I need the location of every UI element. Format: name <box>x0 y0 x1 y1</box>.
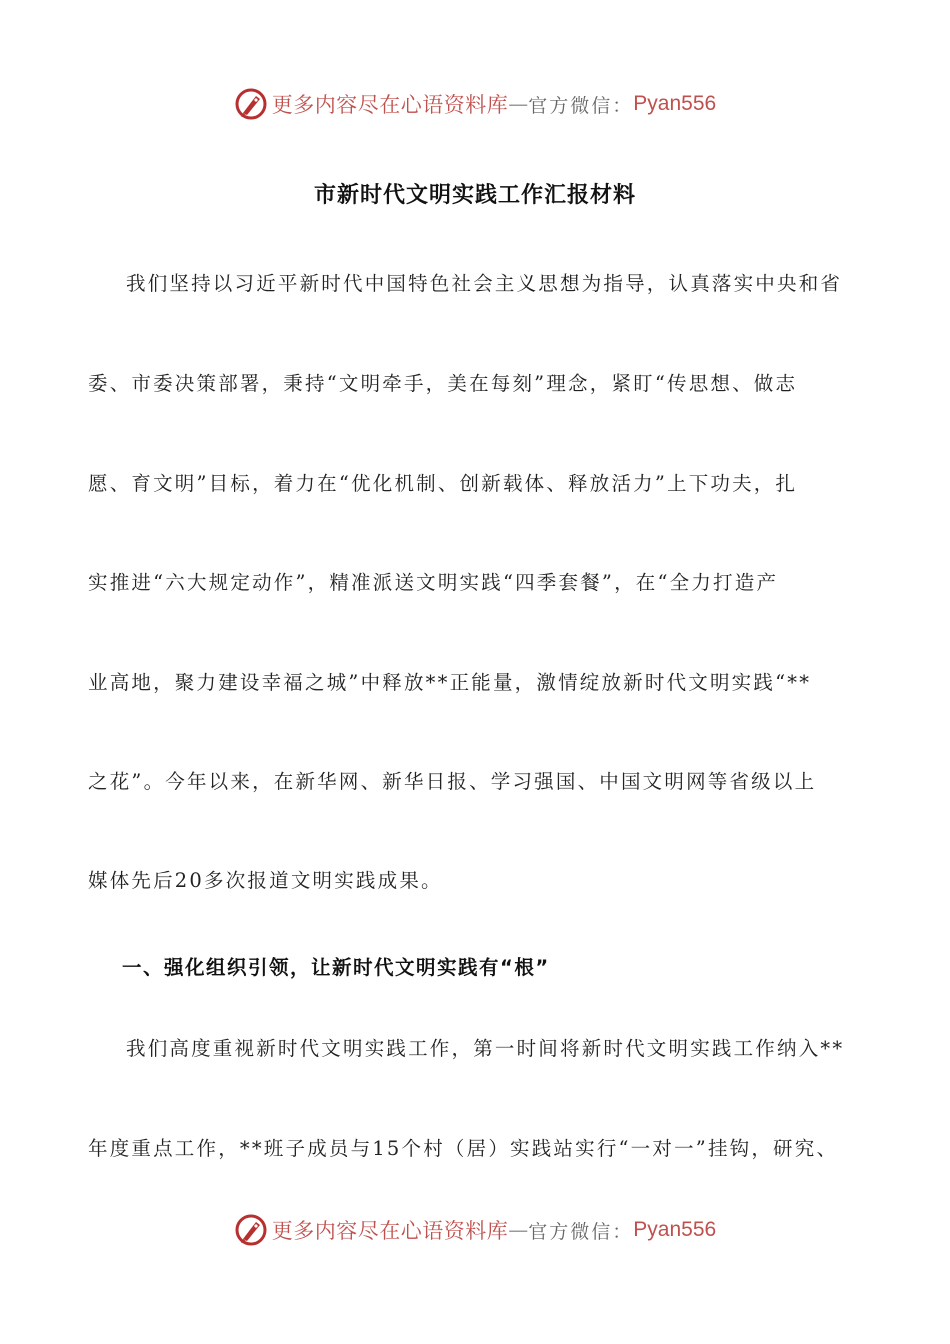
watermark-text: 更多内容尽在心语资料库 <box>271 93 509 117</box>
paragraph-line: 委、市委决策部署，秉持“文明牵手，美在每刻”理念，紧盯“传思想、做志 <box>88 372 798 395</box>
paragraph-line: 我们坚持以习近平新时代中国特色社会主义思想为指导，认真落实中央和省 <box>126 272 843 295</box>
watermark-separator: — <box>508 92 529 116</box>
watermark-wechat-label: 官方微信： <box>528 94 634 117</box>
watermark-wechat-label: 官方微信： <box>528 1220 634 1243</box>
paragraph-line: 年度重点工作，**班子成员与15个村（居）实践站实行“一对一”挂钩，研究、 <box>88 1137 839 1160</box>
watermark-wechat-id: Pyan556 <box>633 1218 717 1241</box>
paragraph-line: 之花”。今年以来，在新华网、新华日报、学习强国、中国文明网等省级以上 <box>88 770 817 793</box>
watermark-banner-bottom <box>0 1210 950 1250</box>
paragraph-line: 业高地，聚力建设幸福之城”中释放**正能量，激情绽放新时代文明实践“** <box>88 671 812 694</box>
paragraph-line: 我们高度重视新时代文明实践工作，第一时间将新时代文明实践工作纳入** <box>126 1037 845 1060</box>
pen-nib-logo-icon <box>234 87 268 121</box>
paragraph-line: 愿、育文明”目标，着力在“优化机制、创新载体、释放活力”上下功夫，扎 <box>88 472 798 495</box>
pen-nib-logo-icon <box>234 1213 268 1247</box>
paragraph-line: 实推进“六大规定动作”，精准派送文明实践“四季套餐”，在“全力打造产 <box>88 571 779 594</box>
watermark-separator: — <box>508 1218 529 1242</box>
section-heading: 一、强化组织引领，让新时代文明实践有“根” <box>122 956 550 979</box>
watermark-banner-top <box>0 84 950 124</box>
paragraph-line: 媒体先后20多次报道文明实践成果。 <box>88 869 443 892</box>
watermark-wechat-id: Pyan556 <box>633 92 717 115</box>
watermark-text: 更多内容尽在心语资料库 <box>271 1219 509 1243</box>
document-title: 市新时代文明实践工作汇报材料 <box>313 183 636 208</box>
